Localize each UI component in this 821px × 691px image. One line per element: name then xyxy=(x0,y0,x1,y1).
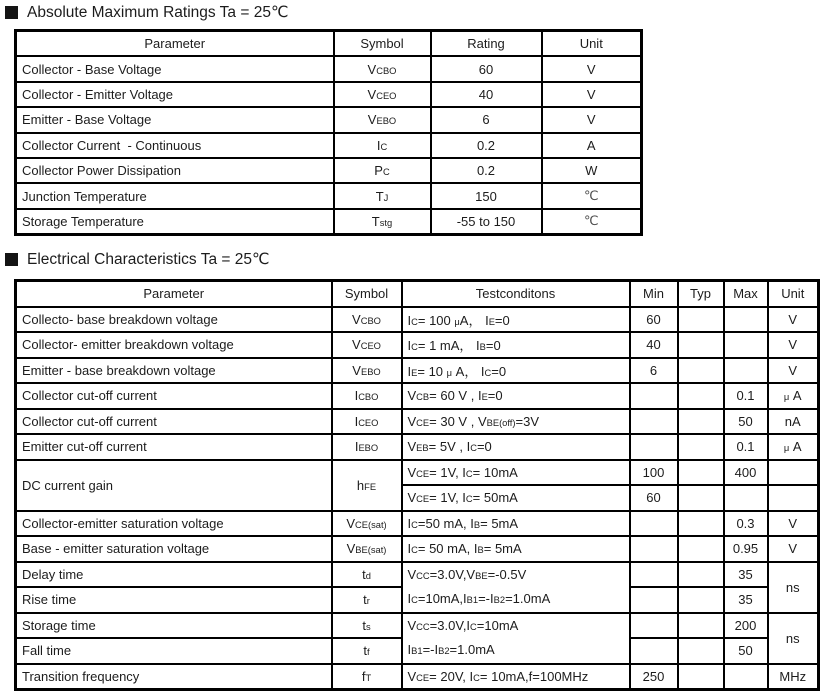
cell-unit: V xyxy=(768,307,819,333)
cell-parameter: Collector-emitter saturation voltage xyxy=(16,511,332,537)
cell-unit: ns xyxy=(768,613,819,664)
cell-typ xyxy=(678,383,724,409)
cell-parameter: Storage time xyxy=(16,613,332,639)
header-rating: Rating xyxy=(431,31,542,57)
cell-typ xyxy=(678,536,724,562)
cell-typ xyxy=(678,460,724,486)
cell-parameter: Fall time xyxy=(16,638,332,664)
cell-unit: V xyxy=(768,536,819,562)
table-header-row xyxy=(16,31,642,57)
cell-min xyxy=(630,434,678,460)
cell-min: 40 xyxy=(630,332,678,358)
table-row xyxy=(16,536,819,562)
cell-typ xyxy=(678,409,724,435)
cell-min xyxy=(630,383,678,409)
cell-parameter: Emitter - Base Voltage xyxy=(16,107,334,132)
cell-typ xyxy=(678,587,724,613)
cell-max: 0.3 xyxy=(724,511,768,537)
cell-typ xyxy=(678,332,724,358)
cell-parameter: Collector- emitter breakdown voltage xyxy=(16,332,332,358)
cell-unit: W xyxy=(542,158,642,183)
cell-unit: V xyxy=(768,511,819,537)
table-row xyxy=(16,409,819,435)
header-symbol: Symbol xyxy=(332,281,402,307)
cell-symbol: ICEO xyxy=(332,409,402,435)
cell-typ xyxy=(678,358,724,384)
cell-symbol: VCEO xyxy=(332,332,402,358)
cell-rating: 0.2 xyxy=(431,158,542,183)
cell-min xyxy=(630,511,678,537)
cell-symbol: VEBO xyxy=(334,107,431,132)
cell-symbol: ts xyxy=(332,613,402,639)
cell-symbol: VCBO xyxy=(334,56,431,81)
cell-unit: μ A xyxy=(768,434,819,460)
section-title: Absolute Maximum Ratings Ta = 25℃ xyxy=(27,4,289,21)
cell-max: 50 xyxy=(724,638,768,664)
table-row xyxy=(16,183,642,208)
cell-rating: 150 xyxy=(431,183,542,208)
electrical-characteristics-table xyxy=(14,279,820,691)
cell-unit: ℃ xyxy=(542,209,642,235)
cell-parameter: Delay time xyxy=(16,562,332,588)
cell-min xyxy=(630,562,678,588)
table-row xyxy=(16,613,819,639)
header-parameter: Parameter xyxy=(16,31,334,57)
table-row xyxy=(16,511,819,537)
cell-min xyxy=(630,409,678,435)
cell-unit: V xyxy=(542,56,642,81)
cell-typ xyxy=(678,307,724,333)
cell-max xyxy=(724,307,768,333)
cell-max xyxy=(724,332,768,358)
cell-rating: 40 xyxy=(431,82,542,107)
cell-testconditions: IC= 50 mA, IB= 5mA xyxy=(402,536,630,562)
cell-unit: V xyxy=(542,107,642,132)
cell-min xyxy=(630,536,678,562)
cell-symbol: Tstg xyxy=(334,209,431,235)
cell-parameter: Emitter - base breakdown voltage xyxy=(16,358,332,384)
cell-min: 100 xyxy=(630,460,678,486)
cell-unit: A xyxy=(542,133,642,158)
cell-parameter: Collector Current - Continuous xyxy=(16,133,334,158)
cell-symbol: ICBO xyxy=(332,383,402,409)
cell-testconditions: VEB= 5V , IC=0 xyxy=(402,434,630,460)
cell-testconditions: VCE= 1V, IC= 10mA xyxy=(402,460,630,486)
cell-rating: 6 xyxy=(431,107,542,132)
cell-symbol: IEBO xyxy=(332,434,402,460)
cell-parameter: Transition frequency xyxy=(16,664,332,690)
cell-parameter: Rise time xyxy=(16,587,332,613)
table-row xyxy=(16,434,819,460)
cell-min: 250 xyxy=(630,664,678,690)
cell-unit: V xyxy=(768,358,819,384)
cell-parameter: Collector cut-off current xyxy=(16,383,332,409)
cell-typ xyxy=(678,638,724,664)
cell-rating: 60 xyxy=(431,56,542,81)
cell-testconditions: IC= 1 mA， IB=0 xyxy=(402,332,630,358)
cell-symbol: PC xyxy=(334,158,431,183)
header-testconditions: Testconditons xyxy=(402,281,630,307)
cell-typ xyxy=(678,562,724,588)
section-title: Electrical Characteristics Ta = 25℃ xyxy=(27,251,270,268)
cell-symbol: fT xyxy=(332,664,402,690)
table-row xyxy=(16,562,819,588)
table-row xyxy=(16,383,819,409)
cell-symbol: VEBO xyxy=(332,358,402,384)
header-symbol: Symbol xyxy=(334,31,431,57)
cell-typ xyxy=(678,434,724,460)
cell-max xyxy=(724,485,768,511)
cell-symbol: VCE(sat) xyxy=(332,511,402,537)
cell-parameter: Collector - Emitter Voltage xyxy=(16,82,334,107)
table-row xyxy=(16,209,642,235)
cell-typ xyxy=(678,511,724,537)
cell-symbol: VCEO xyxy=(334,82,431,107)
cell-max: 0.1 xyxy=(724,383,768,409)
header-parameter: Parameter xyxy=(16,281,332,307)
cell-testconditions: IC= 100 μA， IE=0 xyxy=(402,307,630,333)
cell-unit: MHz xyxy=(768,664,819,690)
cell-rating: 0.2 xyxy=(431,133,542,158)
cell-symbol: td xyxy=(332,562,402,588)
table-row xyxy=(16,158,642,183)
cell-unit: nA xyxy=(768,409,819,435)
cell-parameter: Collector Power Dissipation xyxy=(16,158,334,183)
cell-min: 60 xyxy=(630,307,678,333)
cell-symbol: tf xyxy=(332,638,402,664)
cell-parameter: Collector cut-off current xyxy=(16,409,332,435)
cell-min xyxy=(630,613,678,639)
cell-testconditions: VCB= 60 V , IE=0 xyxy=(402,383,630,409)
header-unit: Unit xyxy=(768,281,819,307)
cell-parameter: Emitter cut-off current xyxy=(16,434,332,460)
cell-typ xyxy=(678,613,724,639)
cell-testconditions: IC=50 mA, IB= 5mA xyxy=(402,511,630,537)
cell-symbol: VCBO xyxy=(332,307,402,333)
cell-max: 200 xyxy=(724,613,768,639)
cell-max: 0.1 xyxy=(724,434,768,460)
cell-rating: -55 to 150 xyxy=(431,209,542,235)
cell-parameter: Base - emitter saturation voltage xyxy=(16,536,332,562)
cell-testconditions: IE= 10 μ A， IC=0 xyxy=(402,358,630,384)
cell-min: 60 xyxy=(630,485,678,511)
cell-unit: μ A xyxy=(768,383,819,409)
cell-max xyxy=(724,664,768,690)
cell-testconditions: VCE= 30 V , VBE(off)=3V xyxy=(402,409,630,435)
table-row xyxy=(16,460,819,486)
testcondition-line: VCC=3.0V,IC=10mA xyxy=(407,617,519,633)
cell-testconditions xyxy=(402,613,630,664)
section-header-electrical-characteristics xyxy=(5,250,269,269)
cell-min: 6 xyxy=(630,358,678,384)
cell-max: 0.95 xyxy=(724,536,768,562)
cell-testconditions: VCE= 20V, IC= 10mA,f=100MHz xyxy=(402,664,630,690)
section-marker-icon xyxy=(5,253,18,266)
cell-unit xyxy=(768,460,819,486)
table-row xyxy=(16,133,642,158)
table-row xyxy=(16,56,642,81)
table-row xyxy=(16,107,642,132)
section-marker-icon xyxy=(5,6,18,19)
header-max: Max xyxy=(724,281,768,307)
table-row xyxy=(16,358,819,384)
table-header-row xyxy=(16,281,819,307)
cell-symbol: IC xyxy=(334,133,431,158)
table-row xyxy=(16,307,819,333)
table-row xyxy=(16,664,819,690)
cell-unit: ℃ xyxy=(542,183,642,208)
cell-max xyxy=(724,358,768,384)
testcondition-line: VCC=3.0V,VBE=-0.5V xyxy=(407,566,527,582)
cell-symbol: tr xyxy=(332,587,402,613)
cell-testconditions xyxy=(402,562,630,613)
cell-max: 400 xyxy=(724,460,768,486)
cell-symbol: TJ xyxy=(334,183,431,208)
cell-typ xyxy=(678,485,724,511)
header-typ: Typ xyxy=(678,281,724,307)
cell-max: 50 xyxy=(724,409,768,435)
header-unit: Unit xyxy=(542,31,642,57)
cell-min xyxy=(630,587,678,613)
cell-symbol: VBE(sat) xyxy=(332,536,402,562)
testcondition-line: IC=10mA,IB1=-IB2=1.0mA xyxy=(407,591,551,606)
header-min: Min xyxy=(630,281,678,307)
section-header-absolute-maximum-ratings xyxy=(5,3,288,22)
cell-parameter: Junction Temperature xyxy=(16,183,334,208)
cell-parameter: DC current gain xyxy=(16,460,332,511)
cell-max: 35 xyxy=(724,562,768,588)
cell-unit: V xyxy=(542,82,642,107)
cell-min xyxy=(630,638,678,664)
cell-symbol: hFE xyxy=(332,460,402,511)
cell-max: 35 xyxy=(724,587,768,613)
absolute-maximum-ratings-table xyxy=(14,29,643,236)
cell-parameter: Collector - Base Voltage xyxy=(16,56,334,81)
cell-parameter: Collecto- base breakdown voltage xyxy=(16,307,332,333)
testcondition-line: IB1=-IB2=1.0mA xyxy=(407,642,495,657)
cell-parameter: Storage Temperature xyxy=(16,209,334,235)
cell-typ xyxy=(678,664,724,690)
cell-unit: ns xyxy=(768,562,819,613)
cell-unit: V xyxy=(768,332,819,358)
cell-unit xyxy=(768,485,819,511)
table-row xyxy=(16,332,819,358)
table-row xyxy=(16,82,642,107)
cell-testconditions: VCE= 1V, IC= 50mA xyxy=(402,485,630,511)
